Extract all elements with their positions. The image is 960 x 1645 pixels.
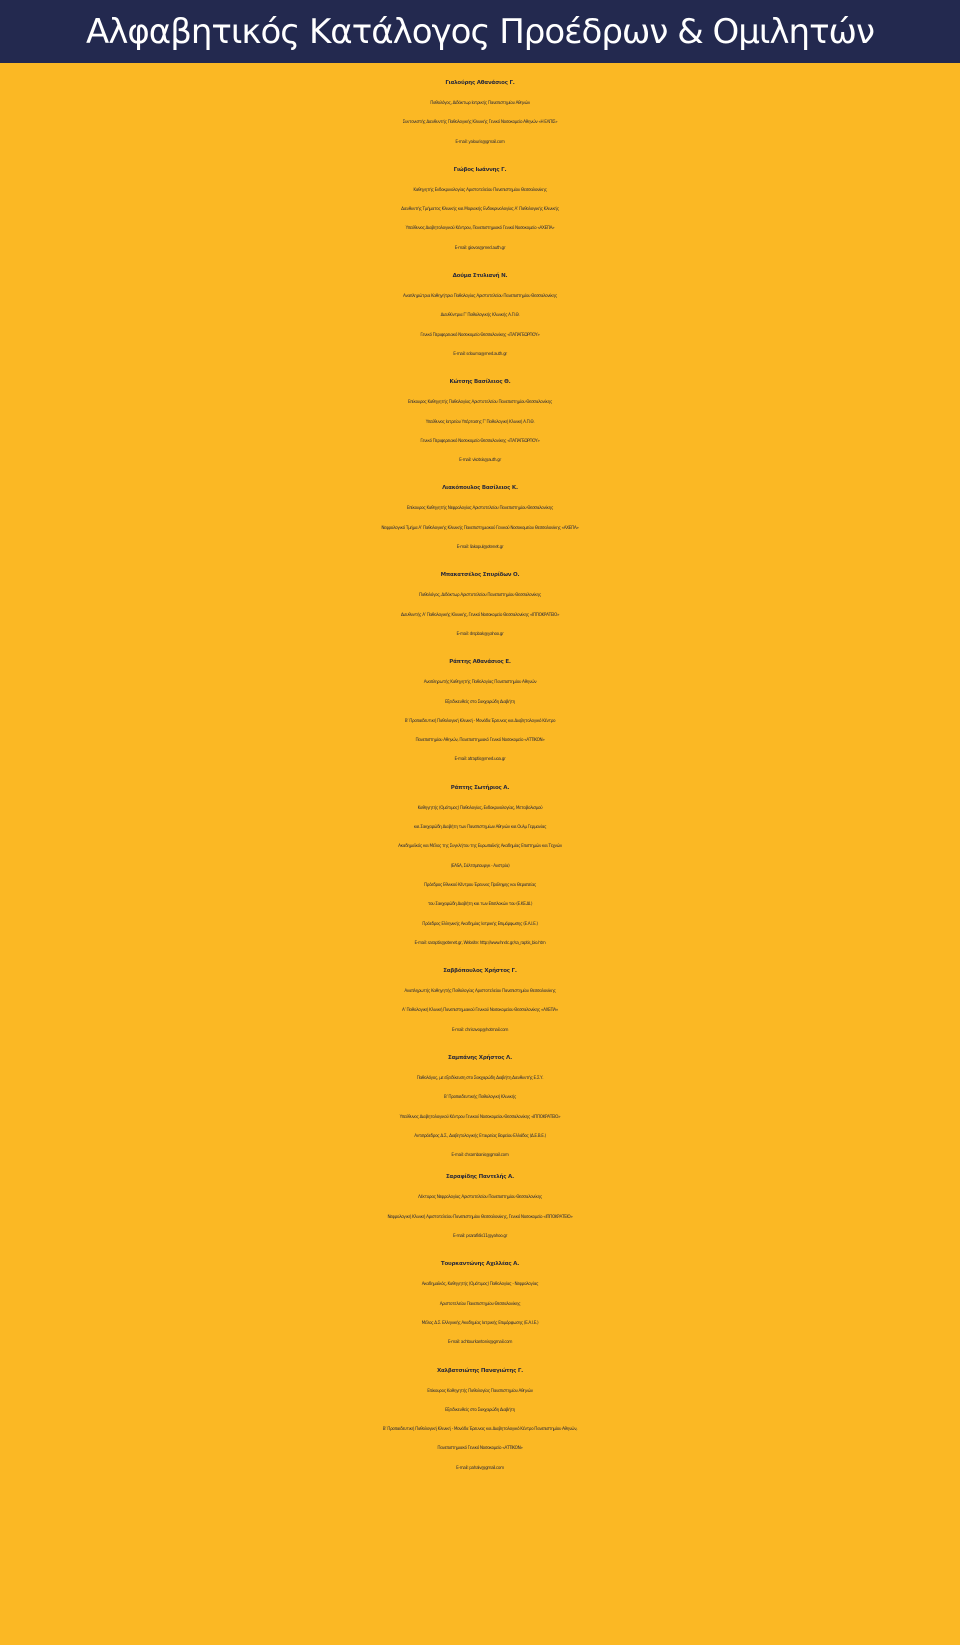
speaker-email: E-mail: atraptis@med.uoa.gr xyxy=(454,756,506,762)
speaker-name: Κώτσης Βασίλειος Θ. xyxy=(449,379,511,386)
speaker-detail-line: Επίκουρος Καθηγητής Παθολογίας Αριστοτελείου Πανεπιστημίου Θεσσαλονίκης xyxy=(407,399,553,405)
speaker-detail-line: Νεφρολογική Κλινική Αριστοτελείου Πανεπιστημίου Θεσσαλονίκης, Γενικό Νοσοκομείο «ΙΠΠΟΚΡΑΤΕΙΟ» xyxy=(387,1213,573,1219)
speaker-email: E-mail: sdouma@med.auth.gr xyxy=(453,350,507,356)
speaker-detail-line: Παθολόγος, Διδάκτωρ Ιατρικής Πανεπιστημίου Αθηνών xyxy=(430,100,530,105)
speaker-detail-line: Β’ Προπαιδευτική Παθολογική Κλινική - Μονάδα Έρευνας και Διαβητολογικό Κέντρο xyxy=(404,717,556,723)
speaker-entry xyxy=(0,478,960,556)
page-title: Αλφαβητικός Κατάλογος Προέδρων & Ομιλητών xyxy=(85,11,875,52)
speaker-detail-line: Πρόεδρος Εθνικού Κέντρου Έρευνας Πρόληψης και Θεραπείας xyxy=(424,881,536,887)
speaker-detail-line: Μέλος Δ.Σ. Ελληνικής Ακαδημίας Ιατρικής Επιμόρφωσης (Ε.Α.Ι.Ε.) xyxy=(421,1319,539,1325)
speaker-list xyxy=(0,63,960,1477)
speaker-email: E-mail: psarafidis11@yahoo.gr xyxy=(452,1233,508,1239)
speaker-email: E-mail: drspbak@yahoo.gr xyxy=(456,630,504,636)
speaker-email: E-mail: pahalv@gmail.com xyxy=(456,1464,504,1470)
speaker-detail-line: Ακαδημαϊκός, Καθηγητής (Ομότιμος) Παθολογίας - Νεφρολογίας xyxy=(421,1281,539,1287)
speaker-detail-line: Αναπληρωτής Καθηγητής Παθολογίας Πανεπιστημίου Αθηνών xyxy=(423,679,537,685)
speaker-detail-line: Β’ Προπαιδευτικής Παθολογική Κλινικής xyxy=(443,1094,517,1100)
speaker-name: Γιαλούρης Αθανάσιος Γ. xyxy=(445,80,515,86)
speaker-entry xyxy=(0,652,960,768)
speaker-detail-line: Αναπληρωτής Καθηγητής Παθολογίας Αριστοτελείου Πανεπιστημίου Θεσσαλονίκης xyxy=(404,988,556,994)
speaker-detail-line: Ακαδημαϊκός και Μέλος της Συγκλήτου της Ευρωπαϊκής Ακαδημίας Επιστημών και Τεχνών xyxy=(398,843,562,849)
speaker-detail-line: Συντονιστής Διευθυντής Παθολογικής Κλινικής Γενικό Νοσοκομείο Αθηνών «Η ΕΛΠΙΣ» xyxy=(402,119,558,125)
speaker-entry xyxy=(0,565,960,643)
speaker-entry xyxy=(0,73,960,151)
speaker-detail-line: Διευθυντής Τμήματος Κλινικής και Μοριακής Ενδοκρινολογίας Α’ Παθολογικής Κλινικής xyxy=(401,206,559,212)
speaker-email: E-mail: saraptis@otenet.gr, Website: http://www.hndc.gr/sa_raptis_bio.htm xyxy=(414,939,546,945)
speaker-detail-line: Αντιπρόεδρος Δ.Σ., Διαβητολογικής Εταιρείας Βορείου Ελλάδος (Δ.Ε.Β.Ε.) xyxy=(414,1132,546,1138)
speaker-name: Τουρκαντώνης Αχιλλέας Α. xyxy=(440,1261,520,1268)
speaker-detail-line: Υπεύθυνος Ιατρείου Υπέρτασης Γ’ Παθολογική Κλινική Α.Π.Θ. xyxy=(425,418,535,424)
speaker-detail-line: Επίκουρος Καθηγητής Παθολογίας Πανεπιστημίου Αθηνών xyxy=(427,1387,533,1393)
speaker-name: Λιακόπουλος Βασίλειος Κ. xyxy=(442,485,518,492)
speaker-detail-line: Λέκτορας Νεφρολογίας Αριστοτελείου Πανεπιστημίου Θεσσαλονίκης xyxy=(417,1194,542,1200)
speaker-name: Σαββόπουλος Χρήστος Γ. xyxy=(443,968,517,975)
speaker-detail-line: Καθηγητής (Ομότιμος) Παθολογίας, Ενδοκρινολογίας, Μεταβολισμού xyxy=(417,804,543,810)
speaker-detail-line: Πανεπιστημιακό Γενικό Νοσοκομείο «ΑΤΤΙΚΟΝ» xyxy=(437,1445,523,1451)
speaker-detail-line: Εξειδικευθείς στο Σακχαρώδη Διαβήτη xyxy=(445,698,515,704)
speaker-name: Γιώβος Ιωάννης Γ. xyxy=(453,166,507,173)
speaker-email: E-mail: chsambanis@gmail.com xyxy=(451,1152,509,1158)
speaker-detail-line: και Σακχαρώδη Διαβήτη των Πανεπιστημίων Αθηνών και Ουλμ Γερμανίας xyxy=(413,824,547,830)
speaker-entry xyxy=(0,1048,960,1164)
speaker-detail-line: Καθηγητής Ενδοκρινολογίας Αριστοτελείου Πανεπιστημίου Θεσσαλονίκης xyxy=(413,186,547,192)
speaker-detail-line: Παθολόγος, με εξειδίκευση στο Σακχαρώδη Διαβήτη Διευθυντής Ε.Σ.Υ. xyxy=(416,1074,544,1080)
speaker-detail-line: του Σακχαρώδη Διαβήτη και των Επιπλοκών του (Ε.ΚΕ.ΔΙ.) xyxy=(427,901,533,907)
speaker-name: Σαραφίδης Παντελής Α. xyxy=(446,1174,514,1181)
speaker-name: Δούμα Στυλιανή Ν. xyxy=(452,273,508,280)
speaker-entry xyxy=(0,1361,960,1477)
speaker-detail-line: Παθολόγος, Διδάκτωρ Αριστοτελείου Πανεπιστημίου Θεσσαλονίκης xyxy=(419,592,541,598)
speaker-detail-line: Αριστοτελείου Πανεπιστημίου Θεσσαλονίκης xyxy=(439,1300,521,1306)
speaker-detail-line: Διευθυντής Α’ Παθολογικής Κλινικής, Γενικό Νοσοκομείο Θεσσαλονίκης «ΙΠΠΟΚΡΑΤΕΙΟ» xyxy=(400,611,560,617)
speaker-detail-line: (EASA, Σάλτσμπουργκ - Αυστρία) xyxy=(450,862,510,868)
speaker-detail-line: Διευθύντρια Γ’ Παθολογικής Κλινικής Α.Π.Θ. xyxy=(440,312,520,318)
speaker-email: E-mail: vkotsis@auth.gr xyxy=(459,457,501,463)
speaker-name: Μπακατσέλος Σπυρίδων Ο. xyxy=(440,572,520,579)
speaker-name: Ράπτης Σωτήριος Α. xyxy=(450,784,510,791)
speaker-email: E-mail: achtourkantonis@gmail.com xyxy=(447,1339,513,1345)
speaker-email: E-mail: liakopul@otenet.gr xyxy=(456,544,504,550)
speaker-email: E-mail: chrisavop@hotmail.com xyxy=(451,1026,509,1032)
speaker-email: E-mail: giovos@med.auth.gr xyxy=(454,244,506,250)
speaker-detail-line: Β’ Προπαιδευτική Παθολογική Κλινική - Μονάδα Έρευνας και Διαβητολογικό Κέντρο Πανεπιστημίου Αθηνών, xyxy=(382,1426,578,1432)
speaker-entry xyxy=(0,1254,960,1351)
speaker-name: Ράπτης Αθανάσιος Ε. xyxy=(449,659,511,666)
speaker-detail-line: Υπεύθυνος Διαβητολογικού Κέντρου Γενικού Νοσοκομείου Θεσσαλονίκης «ΙΠΠΟΚΡΑΤΕΙΟ» xyxy=(399,1113,561,1119)
speaker-entry xyxy=(0,372,960,469)
speaker-detail-line: Πανεπιστημίου Αθηνών, Πανεπιστημιακό Γενικό Νοσοκομείο «ΑΤΤΙΚΟΝ» xyxy=(415,737,545,743)
speaker-entry xyxy=(0,1167,960,1245)
speaker-entry xyxy=(0,160,960,257)
speaker-detail-line: Πρόεδρος Ελληνικής Ακαδημίας Ιατρικής Επιμόρφωσης (Ε.Α.Ι.Ε.) xyxy=(422,920,538,926)
speaker-detail-line: Α’ Παθολογική Κλινική Πανεπιστημιακού Γενικού Νοσοκομείου Θεσσαλονίκης «ΑΧΕΠΑ» xyxy=(402,1007,558,1013)
speaker-detail-line: Νεφρολογικό Τμήμα Α’ Παθολογικής Κλινικής Πανεπιστημιακού Γενικού Νοσοκομείου Θεσσαλονίκης «ΑΧΕΠΑ» xyxy=(381,524,579,530)
speaker-name: Σαμπάνης Χρήστος Λ. xyxy=(448,1054,512,1061)
speaker-entry xyxy=(0,961,960,1039)
speaker-detail-line: Εξειδικευθείς στο Σακχαρώδη Διαβήτη xyxy=(445,1406,515,1412)
header-bar xyxy=(0,0,960,63)
speaker-detail-line: Υπεύθυνος Διαβητολογικού Κέντρου, Πανεπιστημιακό Γενικό Νοσοκομείο «ΑΧΕΠΑ» xyxy=(405,225,555,231)
speaker-entry xyxy=(0,778,960,952)
speaker-detail-line: Επίκουρος Καθηγητής Νεφρολογίας Αριστοτελείου Πανεπιστημίου Θεσσαλονίκης xyxy=(406,505,554,511)
speaker-email: E-mail: yalouris@gmail.com xyxy=(455,138,505,144)
speaker-detail-line: Αναπληρώτρια Καθηγήτρια Παθολογίας Αριστοτελείου Πανεπιστημίου Θεσσαλονίκης xyxy=(403,293,557,299)
speaker-entry xyxy=(0,266,960,363)
speaker-name: Χαλβατσιώτης Παναγιώτης Γ. xyxy=(436,1367,524,1374)
speaker-detail-line: Γενικό Περιφερειακό Νοσοκομείο Θεσσαλονίκης «ΠΑΠΑΓΕΩΡΓΙΟΥ» xyxy=(420,331,540,337)
speaker-detail-line: Γενικό Περιφερειακό Νοσοκομείο Θεσσαλονίκης «ΠΑΠΑΓΕΩΡΓΙΟΥ» xyxy=(420,437,540,443)
